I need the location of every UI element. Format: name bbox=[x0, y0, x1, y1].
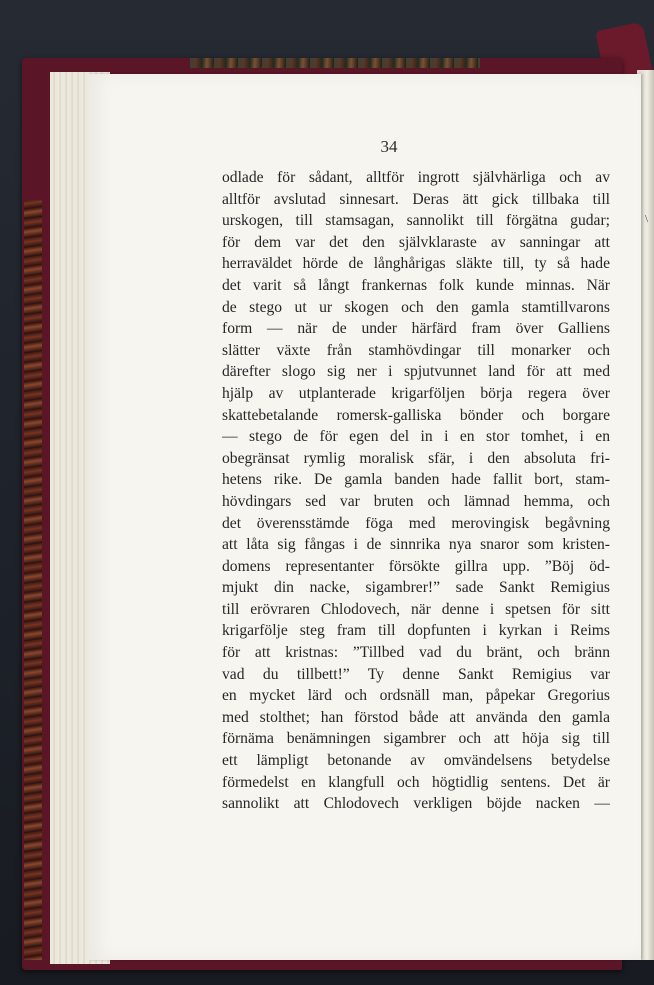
body-text bbox=[222, 167, 610, 815]
text-line: till erövraren Chlodovech, när denne i spetsen för sitt bbox=[222, 600, 610, 618]
text-line: vad du tillbett!” Ty denne Sankt Remigius var bbox=[222, 665, 610, 683]
margin-pencil-mark: \ bbox=[645, 213, 649, 225]
text-line: — stego de för egen del in i en stor tomhet, i en bbox=[222, 428, 610, 446]
text-line: alltför avslutad sinnesart. Deras ätt gick tillbaka till bbox=[222, 190, 610, 208]
page-number: 34 bbox=[380, 137, 398, 156]
text-line: hövdingars sed var bruten och lämnad hemma, och bbox=[222, 492, 610, 510]
text-line: urskogen, till stamsagan, sannolikt till förgätna gudar; bbox=[222, 212, 610, 230]
text-line: de stego ut ur skogen och den gamla stamtillvarons bbox=[222, 298, 610, 316]
text-line: skattebetalande romersk-galliska bönder och borgare bbox=[222, 406, 610, 424]
text-line: därefter slogo sig ner i spjutvunnet land för att med bbox=[222, 363, 610, 381]
text-line: för att kristnas: ”Tillbed vad du bränt, och bränn bbox=[222, 644, 610, 662]
text-line: en mycket lärd och ordsnäll man, påpekar Gregorius bbox=[222, 687, 610, 705]
text-line: odlade för sådant, alltför ingrott självhärliga och av bbox=[222, 169, 610, 186]
marbled-edge-left bbox=[24, 200, 42, 960]
text-line: förmedelst en klangfull och högtidlig sentens. Det är bbox=[222, 773, 610, 791]
text-line: ett lämpligt betonande av omvändelsens betydelse bbox=[222, 752, 610, 770]
text-line: hjälp av utplanterade krigarföljen börja regera över bbox=[222, 384, 610, 402]
text-line: domens representanter försökte gillra upp. ”Böj öd- bbox=[222, 557, 610, 575]
text-line: form — när de under härfärd fram över Galliens bbox=[222, 320, 610, 338]
text-line: för dem var det den självklaraste av sanningar att bbox=[222, 233, 610, 251]
text-line: förnäma benämningen sigambrer och att höja sig till bbox=[222, 730, 610, 748]
text-line: hetens rike. De gamla banden hade fallit bort, stam- bbox=[222, 471, 610, 489]
text-line: det överensstämde föga med merovingisk begåvning bbox=[222, 514, 610, 532]
text-line: obegränsat rymlig moralisk sfär, i den absoluta fri- bbox=[222, 449, 610, 467]
text-line: med stolthet; han förstod både att använda den gamla bbox=[222, 708, 610, 726]
text-line: mjukt din nacke, sigambrer!” sade Sankt Remigius bbox=[222, 579, 610, 597]
text-line: sannolikt att Chlodovech verkligen böjde nacken — bbox=[222, 795, 610, 813]
marbled-edge-top bbox=[190, 58, 480, 68]
text-line: slätter växte från stamhövdingar till monarker och bbox=[222, 341, 610, 359]
text-line: herraväldet hörde de långhårigas släkte till, ty så hade bbox=[222, 255, 610, 273]
text-line: det varit så långt frankernas folk kunde minnas. När bbox=[222, 276, 610, 294]
text-line: krigarfölje steg fram till dopfunten i kyrkan i Reims bbox=[222, 622, 610, 640]
text-line: att låta sig fångas i de sinnrika nya snaror som kristen- bbox=[222, 536, 610, 554]
